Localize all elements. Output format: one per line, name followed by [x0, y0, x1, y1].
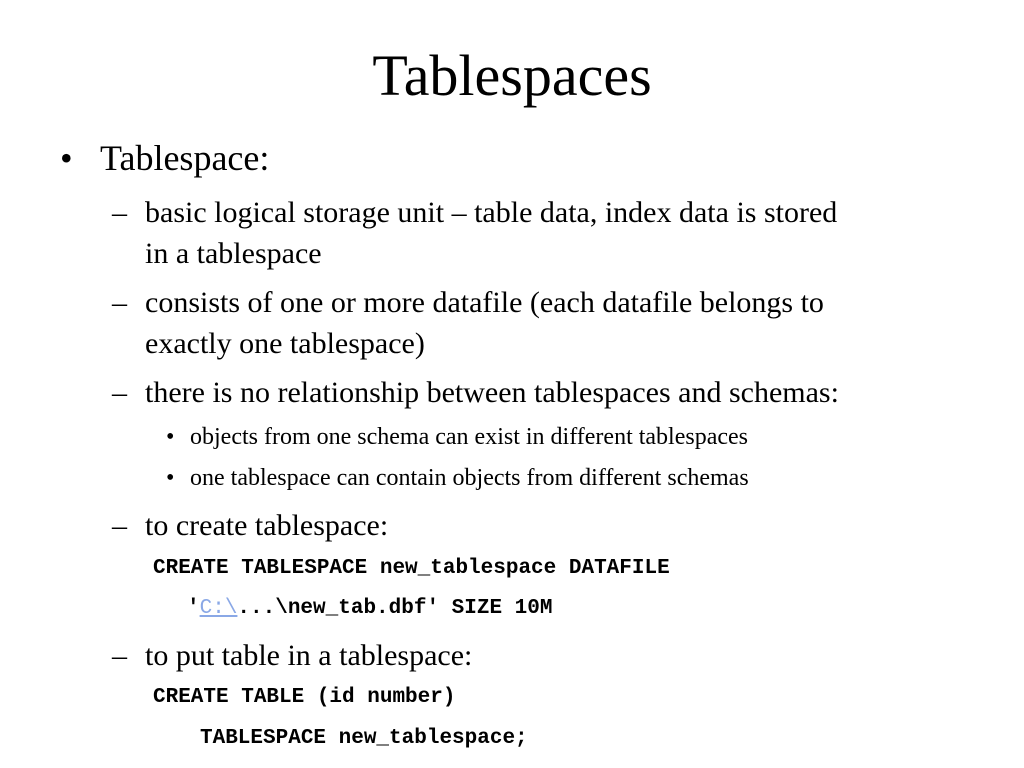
create-code-rest: ...\new_tab.dbf' SIZE 10M [237, 597, 553, 620]
item-1-line-1: basic logical storage unit – table data, index data is stored [145, 196, 838, 229]
slide-title: Tablespaces [372, 43, 652, 108]
subitem-2: one tablespace can contain objects from different schemas [190, 465, 749, 491]
put-code-line-1: CREATE TABLE (id number) [153, 686, 456, 709]
dash-icon: – [112, 196, 127, 229]
item-2-line-2: exactly one tablespace) [145, 327, 425, 360]
subbullet-icon: • [166, 424, 175, 450]
dash-icon: – [112, 286, 127, 319]
put-label: to put table in a tablespace: [145, 639, 473, 672]
subbullet-icon: • [166, 465, 175, 491]
create-code-line-2 [187, 595, 552, 623]
item-1-line-2: in a tablespace [145, 237, 322, 270]
dash-icon: – [112, 509, 127, 542]
drive-link[interactable]: C:\ [199, 597, 238, 620]
create-label: to create tablespace: [145, 509, 389, 542]
bullet-icon: • [60, 138, 73, 178]
main-bullet-text: Tablespace: [100, 138, 270, 178]
put-code-line-2: TABLESPACE new_tablespace; [200, 727, 528, 750]
dash-icon: – [112, 639, 127, 672]
subitem-1: objects from one schema can exist in different tablespaces [190, 424, 749, 450]
dash-icon: – [112, 376, 127, 409]
create-code-line-1: CREATE TABLESPACE new_tablespace DATAFILE [153, 557, 670, 580]
quote-open: ' [187, 597, 200, 620]
item-3-line-1: there is no relationship between tablespaces and schemas: [145, 376, 839, 409]
item-2-line-1: consists of one or more datafile (each datafile belongs to [145, 286, 824, 319]
